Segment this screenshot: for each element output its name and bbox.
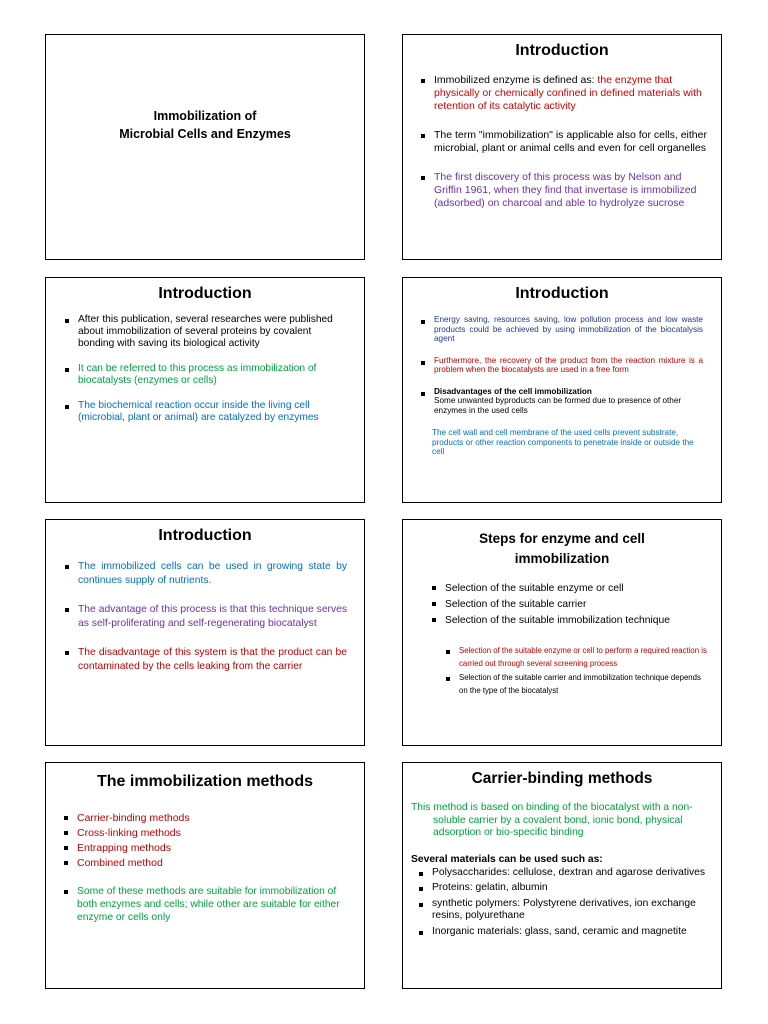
slide-6-step-1: Selection of the suitable enzyme or cell: [445, 581, 711, 597]
slide-4-paragraph: The cell wall and cell membrane of the used cells prevent substrate, products or other reaction components to penetrate inside or outside the cell: [432, 428, 694, 456]
slide-7-methods: [45, 762, 365, 989]
slide-1-heading: [46, 107, 364, 143]
slide-5-bullet-3: The disadvantage of this system is that the product can be contaminated by the cells leaking from the carrier: [78, 647, 347, 672]
slide-6-step-2: Selection of the suitable carrier: [445, 597, 711, 613]
slide-3-bullet-1: After this publication, several researches were published about immobilization of several proteins by covalent bonding with saving its biological activity: [78, 314, 348, 350]
slide-2-bullet-1: [434, 74, 707, 113]
slide-5-introduction: [45, 519, 365, 746]
slide-4-bullet-3-heading: Disadvantages of the cell immobilization: [434, 386, 592, 396]
slide-4-introduction: [402, 277, 722, 503]
slide-7-method-3: Entrapping methods: [77, 841, 352, 856]
slide-7-method-1: Carrier-binding methods: [77, 811, 352, 826]
slide-7-method-4: Combined method: [77, 856, 352, 871]
slide-7-methods-list: [77, 811, 352, 871]
slide-7-note-list: [77, 885, 354, 924]
slide-2-bullet-1-highlight: the enzyme that physically or chemically confined in defined materials with retention of its catalytic activity: [434, 74, 702, 112]
slide-5-bullet-2: The advantage of this process is that this technique serves as self-proliferating and self-regenerating biocatalyst: [78, 604, 347, 629]
slide-6-sub-2: Selection of the suitable carrier and immobilization technique depends on the type of the biocatalyst: [459, 672, 711, 697]
slide-6-step-3: Selection of the suitable immobilization technique: [445, 613, 711, 629]
slide-2-introduction: [402, 34, 722, 260]
slide-8-materials-list: [432, 867, 711, 939]
slide-5-title: Introduction: [158, 527, 252, 544]
slide-7-note: Some of these methods are suitable for immobilization of both enzymes and cells; while other are suitable for either enzyme or cells only: [77, 885, 354, 924]
slide-4-title: Introduction: [515, 285, 609, 302]
slide-6-sub-1: Selection of the suitable enzyme or cell to perform a required reaction is carried out through several screening process: [459, 645, 711, 670]
slide-4-bullet-1: Energy saving, resources saving, low pollution process and low waste products could be achieved by using immobilization of the biocatalysis agent: [434, 315, 703, 343]
slide-6-steps: [402, 519, 722, 746]
slide-8-intro: This method is based on binding of the biocatalyst with a non-soluble carrier by a covalent bond, ionic bond, physical adsorption or bio-specific binding: [411, 802, 693, 838]
slide-2-bullet-3: The first discovery of this process was by Nelson and Griffin 1961, when they find that invertase is immobilized (adsorbed) on charcoal and able to hydrolyze sucrose: [434, 171, 707, 210]
slide-1-title-line2: Microbial Cells and Enzymes: [119, 127, 291, 141]
slide-5-bullet-1: The immobilized cells can be used in growing state by continues supply of nutrients.: [78, 561, 347, 586]
slide-4-bullet-3: [434, 387, 703, 416]
slide-8-material-4: Inorganic materials: glass, sand, ceramic and magnetite: [432, 926, 711, 939]
slide-2-bullets: [434, 74, 707, 210]
slide-8-material-2: Proteins: gelatin, albumin: [432, 882, 711, 895]
slide-8-title: Carrier-binding methods: [471, 770, 653, 787]
slide-8-carrier-binding: [402, 762, 722, 989]
slide-6-title: Steps for enzyme and cell immobilization: [479, 531, 645, 566]
slide-7-method-2: Cross-linking methods: [77, 826, 352, 841]
slide-6-steps-list: [445, 581, 711, 629]
slide-2-bullet-1-prefix: Immobilized enzyme is defined as:: [434, 74, 598, 86]
slide-1-title-line1: Immobilization of: [153, 109, 257, 123]
slide-1-title: [45, 34, 365, 260]
slide-4-bullet-3-text: Some unwanted byproducts can be formed due to presence of other enzymes in the used cells: [434, 396, 682, 415]
slide-4-bullet-2: Furthermore, the recovery of the product from the reaction mixture is a problem when the biocatalysts are used in a free form: [434, 355, 703, 374]
slide-3-bullet-2: It can be referred to this process as immobilization of biocatalysts (enzymes or cells): [78, 363, 348, 387]
slide-3-bullet-3: The biochemical reaction occur inside the living cell (microbial, plant or animal) are catalyzed by enzymes: [78, 400, 348, 424]
slide-2-bullet-2: The term "immobilization" is applicable also for cells, either microbial, plant or animal cells and even for cell organelles: [434, 129, 707, 154]
slide-5-bullets: [78, 560, 347, 673]
slide-3-introduction: [45, 277, 365, 503]
slide-2-title: Introduction: [515, 42, 609, 59]
slide-3-bullets: [78, 314, 348, 424]
slide-6-sub-list: [459, 645, 711, 697]
slide-7-title: The immobilization methods: [96, 773, 313, 790]
slide-8-material-3: synthetic polymers: Polystyrene derivatives, ion exchange resins, polyurethane: [432, 898, 711, 923]
slide-8-material-1: Polysaccharides: cellulose, dextran and agarose derivatives: [432, 867, 711, 880]
slide-4-bullets: [434, 315, 703, 415]
slide-8-materials-heading: Several materials can be used such as:: [411, 853, 603, 865]
slide-3-title: Introduction: [158, 285, 252, 302]
